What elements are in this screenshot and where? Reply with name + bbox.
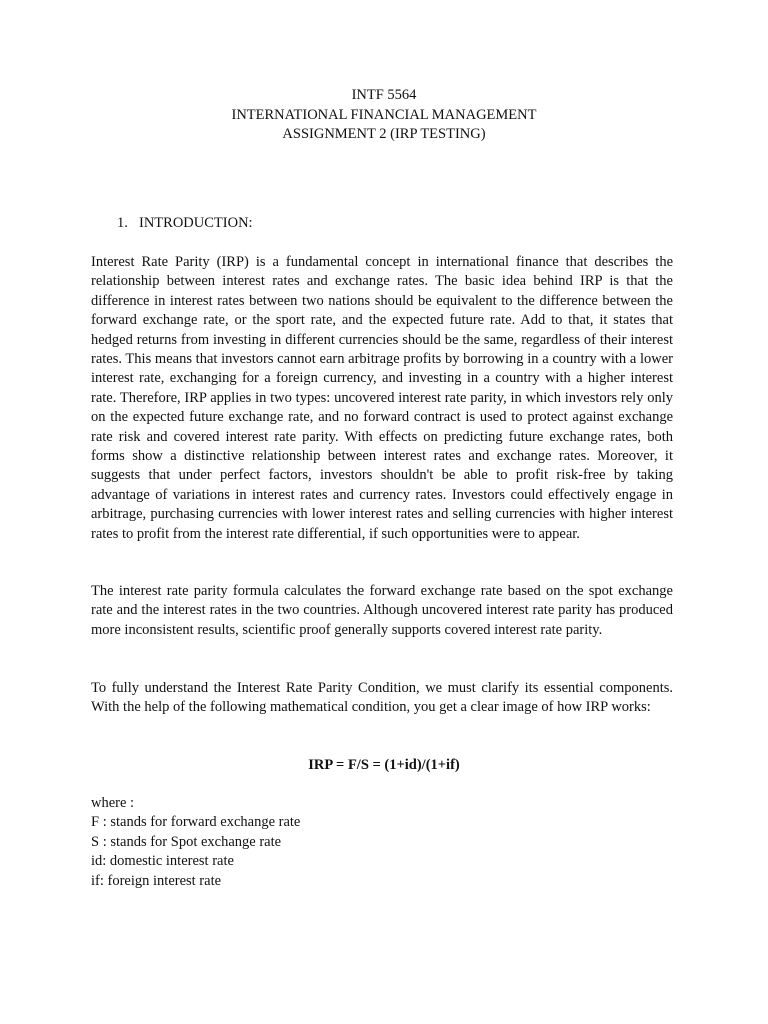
section-title: INTRODUCTION: [139,215,253,231]
paragraph-formula-summary: The interest rate parity formula calculates the forward exchange rate based on the spot exchange rate and the interest rates in the two countries. Although uncovered interest rate parity has produced more inconsistent results, scientific proof generally supports covered interest rate parity. [91,583,673,638]
definitions-intro: where : [91,795,135,811]
section-number: 1. [117,215,128,231]
definition-item: if: foreign interest rate [91,872,222,889]
course-code: INTF 5564 [351,87,417,103]
assignment-title: ASSIGNMENT 2 (IRP TESTING) [282,126,486,142]
definition-item: id: domestic interest rate [91,853,234,870]
formula-definitions [91,794,300,891]
definition-item: S : stands for Spot exchange rate [91,833,282,850]
section-heading [117,214,253,234]
irp-formula: IRP = F/S = (1+id)/(1+if) [308,757,460,773]
document-header [0,86,768,145]
paragraph-introduction: Interest Rate Parity (IRP) is a fundamental concept in international finance that describes the relationship between interest rates and exchange rates. The basic idea behind IRP is that the difference in interest rates between two nations should be equivalent to the difference between the forward exchange rate, or the sport rate, and the expected future rate. Add to that, it states that hedged returns from investing in different currencies should be the same, regardless of their interest rates. This means that investors cannot earn arbitrage profits by borrowing in a country with a lower interest rate, exchanging for a foreign currency, and investing in a country with a higher interest rate. Therefore, IRP applies in two types: uncovered interest rate parity, in which investors rely only on the expected future exchange rate, and no forward contract is used to protect against exchange rate risk and covered interest rate parity. With effects on predicting future exchange rates, both forms show a distinctive relationship between interest rates and exchange rates. Moreover, it suggests that under perfect factors, investors shouldn't be able to profit risk-free by taking advantage of variations in interest rates and currency rates. Investors could effectively engage in arbitrage, purchasing currencies with lower interest rates and selling currencies with higher interest rates to profit from the interest rate differential, if such opportunities were to appear. [91,254,673,542]
definition-item: F : stands for forward exchange rate [91,814,301,831]
course-title: INTERNATIONAL FINANCIAL MANAGEMENT [231,106,537,123]
paragraph-components: To fully understand the Interest Rate Parity Condition, we must clarify its essential components. With the help of the following mathematical condition, you get a clear image of how IRP works: [91,680,673,716]
